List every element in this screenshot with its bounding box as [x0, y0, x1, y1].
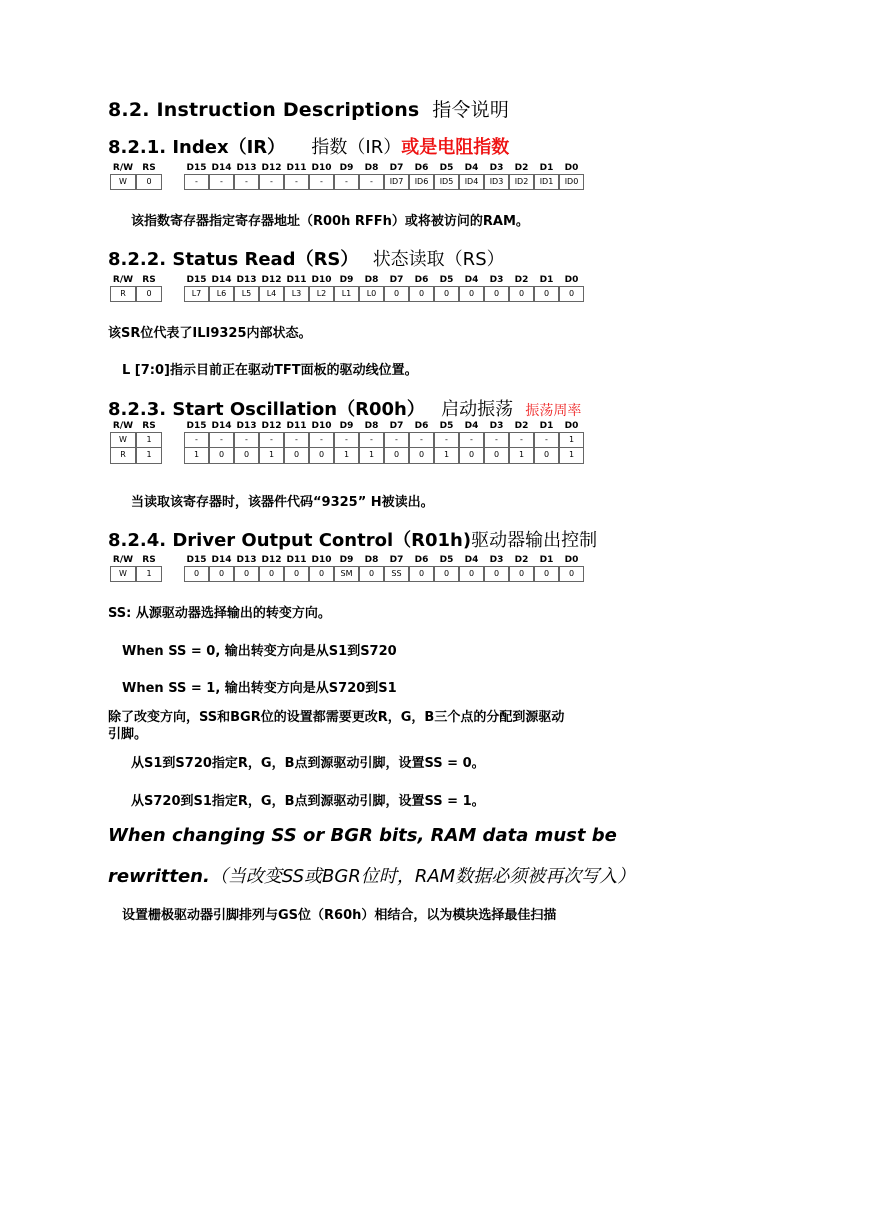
register-bit-header: D6 [414, 421, 429, 431]
register-cell: 1 [334, 448, 359, 464]
section-title-cn: 指令说明 [432, 99, 510, 121]
register-cell: - [184, 174, 209, 190]
register-bit-header: D11 [286, 555, 307, 565]
section-title-cn: 启动振荡 [441, 399, 514, 420]
register-cell: 0 [384, 448, 409, 464]
register-cell: - [284, 174, 309, 190]
register-cell: - [334, 432, 359, 448]
register-bit-header: D1 [539, 421, 554, 431]
register-cell: L2 [309, 286, 334, 302]
register-cell: - [259, 432, 284, 448]
register-cell: - [359, 432, 384, 448]
register-bit-header: D12 [261, 275, 282, 285]
italic-note-en: rewritten. [108, 866, 210, 887]
register-cell: 0 [409, 448, 434, 464]
register-cell: L1 [334, 286, 359, 302]
register-cell: - [234, 174, 259, 190]
register-bit-header: D5 [439, 421, 454, 431]
register-cell: 1 [559, 432, 584, 448]
register-bit-header: D3 [489, 555, 504, 565]
register-cell: 0 [209, 448, 234, 464]
register-cell: L0 [359, 286, 384, 302]
paragraph-when-1: When SS = 1, 输出转变方向是从S720到S1 [122, 681, 397, 696]
register-row [110, 566, 584, 582]
register-cell: 0 [559, 286, 584, 302]
register-bit-header: D13 [236, 555, 257, 565]
register-cell: 0 [459, 566, 484, 582]
section-8-2-3-heading [108, 395, 581, 421]
register-cell: 1 [559, 448, 584, 464]
register-cell: - [284, 432, 309, 448]
register-cell: 0 [434, 286, 459, 302]
paragraph-from-1: 从S1到S720指定R，G，B点到源驱动引脚，设置SS = 0。 [131, 756, 485, 771]
register-cell: ID5 [434, 174, 459, 190]
register-header-row [110, 421, 584, 432]
register-cell: ID4 [459, 174, 484, 190]
register-bit-header: D4 [464, 163, 479, 173]
register-bit-header: D1 [539, 555, 554, 565]
register-bit-header: D8 [364, 555, 379, 565]
register-cell: 0 [534, 448, 559, 464]
register-cell: 0 [559, 566, 584, 582]
register-bit-header: D10 [311, 555, 332, 565]
paragraph-when-0: When SS = 0, 输出转变方向是从S1到S720 [122, 644, 397, 659]
section-title-en: 8.2. Instruction Descriptions [108, 99, 420, 121]
register-cell: 0 [434, 566, 459, 582]
register-cell: 0 [359, 566, 384, 582]
section-title-en: 8.2.4. Driver Output Control（R01h) [108, 530, 472, 551]
register-cell: - [459, 432, 484, 448]
register-cell: - [234, 432, 259, 448]
register-cell: L3 [284, 286, 309, 302]
register-cell: W [110, 432, 136, 448]
register-table-ir [110, 163, 584, 190]
register-cell: R [110, 286, 136, 302]
register-bit-header: D6 [414, 163, 429, 173]
register-bit-header: D2 [514, 275, 529, 285]
register-bit-header: D2 [514, 421, 529, 431]
register-cell: 0 [259, 566, 284, 582]
register-bit-header: D14 [211, 163, 232, 173]
register-bit-header: D13 [236, 275, 257, 285]
register-cell: - [484, 432, 509, 448]
register-bit-header: D9 [339, 163, 354, 173]
register-cell: 0 [136, 286, 162, 302]
paragraph-ss: SS: 从源驱动器选择输出的转变方向。 [108, 606, 331, 621]
register-cell: ID0 [559, 174, 584, 190]
register-cell: 0 [484, 448, 509, 464]
register-header-row [110, 555, 584, 566]
register-cell: 0 [484, 566, 509, 582]
register-bit-header: D15 [186, 555, 207, 565]
register-cell: 1 [359, 448, 384, 464]
register-bit-header: D12 [261, 163, 282, 173]
section-title-en: 8.2.1. Index（IR） [108, 137, 286, 158]
register-cell: SM [334, 566, 359, 582]
register-bit-header: D0 [564, 555, 579, 565]
register-cell: - [359, 174, 384, 190]
paragraph-change-1: 除了改变方向，SS和BGR位的设置都需要更改R，G，B三个点的分配到源驱动 [108, 710, 565, 725]
register-bit-header: D4 [464, 421, 479, 431]
register-cell: - [509, 432, 534, 448]
register-cell: ID6 [409, 174, 434, 190]
paragraph-sr: 该SR位代表了ILI9325内部状态。 [108, 326, 312, 341]
paragraph-change-2: 引脚。 [108, 727, 148, 742]
register-bit-header: D8 [364, 421, 379, 431]
register-cell: L7 [184, 286, 209, 302]
register-bit-header: D15 [186, 421, 207, 431]
register-cell: 0 [309, 448, 334, 464]
register-cell: - [334, 174, 359, 190]
register-table-doc [110, 555, 584, 582]
register-cell: ID1 [534, 174, 559, 190]
register-bit-header: D14 [211, 275, 232, 285]
register-cell: - [209, 432, 234, 448]
register-row [110, 432, 584, 448]
register-bit-header: D13 [236, 421, 257, 431]
register-bit-header: D1 [539, 163, 554, 173]
register-cell: L6 [209, 286, 234, 302]
register-bit-header: D15 [186, 275, 207, 285]
register-bit-header: D11 [286, 421, 307, 431]
register-cell: 0 [409, 286, 434, 302]
section-title-en: 8.2.3. Start Oscillation（R00h） [108, 399, 425, 420]
register-cell: - [209, 174, 234, 190]
paragraph-from-2: 从S720到S1指定R，G，B点到源驱动引脚，设置SS = 1。 [131, 794, 485, 809]
register-bit-header: D12 [261, 555, 282, 565]
register-cell: - [409, 432, 434, 448]
register-bit-header: D5 [439, 163, 454, 173]
register-cell: 1 [136, 566, 162, 582]
register-cell: 0 [184, 566, 209, 582]
section-title-cn: 状态读取（RS） [372, 249, 505, 270]
register-cell: 0 [284, 566, 309, 582]
register-bit-header: D3 [489, 275, 504, 285]
register-bit-header: D10 [311, 275, 332, 285]
register-bit-header: R/W [112, 275, 134, 285]
register-cell: - [309, 174, 334, 190]
register-bit-header: RS [142, 275, 156, 285]
register-bit-header: D9 [339, 421, 354, 431]
register-cell: 0 [509, 566, 534, 582]
register-bit-header: D6 [414, 555, 429, 565]
register-bit-header: D14 [211, 555, 232, 565]
register-cell: 0 [136, 174, 162, 190]
register-bit-header: D4 [464, 555, 479, 565]
register-cell: 0 [534, 566, 559, 582]
register-bit-header: D9 [339, 555, 354, 565]
handwritten-note: 振荡周率 [525, 403, 582, 419]
register-cell: ID7 [384, 174, 409, 190]
register-cell: 0 [234, 448, 259, 464]
register-bit-header: D2 [514, 163, 529, 173]
register-bit-header: D0 [564, 275, 579, 285]
register-bit-header: D3 [489, 421, 504, 431]
register-cell: 0 [209, 566, 234, 582]
register-row [110, 174, 584, 190]
paragraph-gate-pins: 设置栅极驱动器引脚排列与GS位（R60h）相结合，以为模块选择最佳扫描 [122, 908, 557, 923]
register-bit-header: D11 [286, 163, 307, 173]
section-8-2-2-heading [108, 245, 505, 271]
register-cell: 1 [509, 448, 534, 464]
register-bit-header: D1 [539, 275, 554, 285]
register-bit-header: RS [142, 555, 156, 565]
register-bit-header: D4 [464, 275, 479, 285]
section-8-2-heading [108, 95, 509, 122]
register-cell: - [309, 432, 334, 448]
register-cell: 1 [136, 448, 162, 464]
register-cell: - [184, 432, 209, 448]
section-title-cn: 驱动器输出控制 [471, 530, 598, 551]
register-bit-header: D0 [564, 163, 579, 173]
register-bit-header: D0 [564, 421, 579, 431]
register-header-row [110, 275, 584, 286]
register-bit-header: D3 [489, 163, 504, 173]
register-cell: 0 [384, 286, 409, 302]
register-cell: ID3 [484, 174, 509, 190]
italic-note-line-1: When changing SS or BGR bits, RAM data must be [108, 825, 617, 846]
register-cell: 0 [534, 286, 559, 302]
register-cell: 1 [184, 448, 209, 464]
register-bit-header: D6 [414, 275, 429, 285]
register-bit-header: D12 [261, 421, 282, 431]
register-bit-header: D2 [514, 555, 529, 565]
section-8-2-4-heading [108, 526, 597, 552]
register-bit-header: D7 [389, 555, 404, 565]
register-header-row [110, 163, 584, 174]
register-cell: W [110, 174, 136, 190]
register-bit-header: D10 [311, 421, 332, 431]
register-cell: 0 [234, 566, 259, 582]
register-cell: L5 [234, 286, 259, 302]
register-cell: 0 [509, 286, 534, 302]
register-cell: 0 [309, 566, 334, 582]
register-bit-header: D5 [439, 275, 454, 285]
paragraph-l: L [7:0]指示目前正在驱动TFT面板的驱动线位置。 [122, 363, 418, 378]
register-bit-header: RS [142, 163, 156, 173]
register-cell: 1 [259, 448, 284, 464]
register-bit-header: R/W [112, 163, 134, 173]
italic-note-cn: （当改变SS或BGR位时，RAM数据必须被再次写入） [209, 866, 636, 887]
register-bit-header: D9 [339, 275, 354, 285]
register-cell: SS [384, 566, 409, 582]
register-bit-header: D7 [389, 163, 404, 173]
register-bit-header: D7 [389, 421, 404, 431]
italic-note-line-2 [108, 862, 635, 888]
section-8-2-1-heading [108, 133, 509, 159]
register-bit-header: D14 [211, 421, 232, 431]
register-bit-header: R/W [112, 421, 134, 431]
register-cell: 0 [409, 566, 434, 582]
register-bit-header: D8 [364, 163, 379, 173]
register-cell: 0 [484, 286, 509, 302]
register-cell: 1 [136, 432, 162, 448]
register-cell: 1 [434, 448, 459, 464]
register-row [110, 448, 584, 464]
paragraph-osc: 当读取该寄存器时，该器件代码“9325” H被读出。 [131, 495, 434, 510]
register-cell: - [384, 432, 409, 448]
section-title-en: 8.2.2. Status Read（RS） [108, 249, 359, 270]
register-cell: - [434, 432, 459, 448]
paragraph-ir: 该指数寄存器指定寄存器地址（R00h RFFh）或将被访问的RAM。 [131, 214, 529, 229]
register-cell: 0 [284, 448, 309, 464]
register-cell: R [110, 448, 136, 464]
register-bit-header: D5 [439, 555, 454, 565]
register-cell: ID2 [509, 174, 534, 190]
register-cell: 0 [459, 286, 484, 302]
register-bit-header: D11 [286, 275, 307, 285]
register-cell: - [259, 174, 284, 190]
section-title-cn: 指数（IR） [311, 137, 402, 158]
register-bit-header: D7 [389, 275, 404, 285]
register-row [110, 286, 584, 302]
register-cell: - [534, 432, 559, 448]
register-table-rs [110, 275, 584, 302]
register-bit-header: D13 [236, 163, 257, 173]
register-cell: 0 [459, 448, 484, 464]
register-bit-header: RS [142, 421, 156, 431]
register-bit-header: D8 [364, 275, 379, 285]
section-title-red: 或是电阻指数 [401, 137, 510, 158]
register-cell: L4 [259, 286, 284, 302]
register-cell: W [110, 566, 136, 582]
register-bit-header: D10 [311, 163, 332, 173]
register-bit-header: R/W [112, 555, 134, 565]
register-table-osc [110, 421, 584, 464]
register-bit-header: D15 [186, 163, 207, 173]
